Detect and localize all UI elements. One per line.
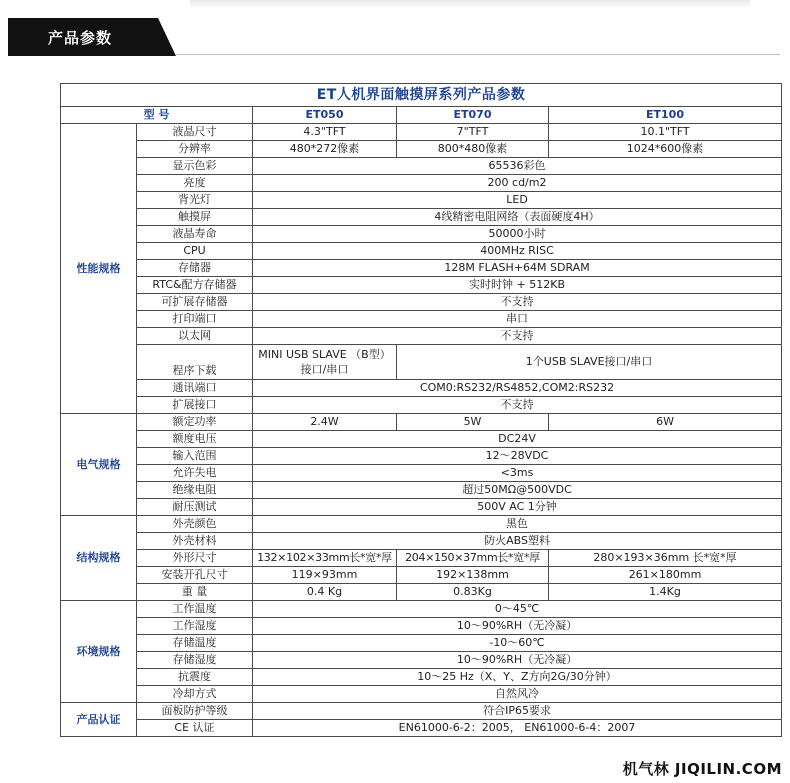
table-row <box>61 550 782 567</box>
cell-value: 0～45℃ <box>253 601 782 618</box>
section-header <box>8 18 176 56</box>
cell-value: 实时时钟 + 512KB <box>253 277 782 294</box>
site-watermark: 机气林 JIQILIN.COM <box>622 760 782 778</box>
table-row <box>61 277 782 294</box>
row-label: 液晶尺寸 <box>137 124 253 141</box>
cell-value: 119×93mm <box>253 567 397 584</box>
table-row <box>61 175 782 192</box>
row-label: 通讯端口 <box>137 380 253 397</box>
category-performance: 性能规格 <box>61 124 137 414</box>
table-row <box>61 260 782 277</box>
cell-value: 200 cd/m2 <box>253 175 782 192</box>
table-row <box>61 243 782 260</box>
table-row <box>61 397 782 414</box>
cell-value: 0.83Kg <box>397 584 549 601</box>
table-row <box>61 652 782 669</box>
cell-value: <3ms <box>253 465 782 482</box>
model-label: 型 号 <box>61 107 253 124</box>
cell-value: DC24V <box>253 431 782 448</box>
table-row <box>61 294 782 311</box>
cell-value: MINI USB SLAVE （B型）接口/串口 <box>253 345 397 380</box>
row-label: CPU <box>137 243 253 260</box>
cell-value: 5W <box>397 414 549 431</box>
row-label: 重 量 <box>137 584 253 601</box>
cell-value: LED <box>253 192 782 209</box>
section-title: 产品参数 <box>48 29 113 47</box>
row-label: 分辨率 <box>137 141 253 158</box>
cell-value: 不支持 <box>253 328 782 345</box>
row-label: 面板防护等级 <box>137 703 253 720</box>
table-row <box>61 720 782 737</box>
cell-value: 不支持 <box>253 294 782 311</box>
table-row <box>61 533 782 550</box>
cell-value: 符合IP65要求 <box>253 703 782 720</box>
category-structure: 结构规格 <box>61 516 137 601</box>
table-row <box>61 226 782 243</box>
table-row <box>61 448 782 465</box>
model-et050: ET050 <box>253 107 397 124</box>
row-label: 外形尺寸 <box>137 550 253 567</box>
cell-value: 防火ABS塑料 <box>253 533 782 550</box>
row-label: 存储器 <box>137 260 253 277</box>
table-row <box>61 158 782 175</box>
row-label: 冷却方式 <box>137 686 253 703</box>
cell-value: 1.4Kg <box>549 584 782 601</box>
table-title: ET人机界面触摸屏系列产品参数 <box>61 84 782 107</box>
table-row <box>61 192 782 209</box>
table-row <box>61 141 782 158</box>
spec-table <box>60 83 782 737</box>
table-row <box>61 584 782 601</box>
table-row <box>61 516 782 533</box>
table-row <box>61 465 782 482</box>
row-label: 外壳颜色 <box>137 516 253 533</box>
cell-value: 不支持 <box>253 397 782 414</box>
table-row <box>61 380 782 397</box>
cell-value: 0.4 Kg <box>253 584 397 601</box>
table-row <box>61 414 782 431</box>
cell-value: 1024*600像素 <box>549 141 782 158</box>
cell-value: 65536彩色 <box>253 158 782 175</box>
cell-value: 超过50MΩ@500VDC <box>253 482 782 499</box>
row-label: 触摸屏 <box>137 209 253 226</box>
cell-value: 480*272像素 <box>253 141 397 158</box>
row-label: 扩展接口 <box>137 397 253 414</box>
table-row <box>61 311 782 328</box>
cell-value: 1个USB SLAVE接口/串口 <box>397 345 782 380</box>
table-row <box>61 345 782 380</box>
row-label: 安装开孔尺寸 <box>137 567 253 584</box>
table-title-row <box>61 84 782 107</box>
cell-value: 6W <box>549 414 782 431</box>
cell-value: 10～25 Hz（X、Y、Z方向2G/30分钟） <box>253 669 782 686</box>
row-label: 绝缘电阻 <box>137 482 253 499</box>
cell-value: 280×193×36mm 长*宽*厚 <box>549 550 782 567</box>
table-row <box>61 669 782 686</box>
category-electrical: 电气规格 <box>61 414 137 516</box>
top-shadow <box>190 0 750 8</box>
row-label: CE 认证 <box>137 720 253 737</box>
cell-value: 自然风冷 <box>253 686 782 703</box>
row-label: 外壳材料 <box>137 533 253 550</box>
table-row <box>61 328 782 345</box>
category-certification: 产品认证 <box>61 703 137 737</box>
cell-value: 192×138mm <box>397 567 549 584</box>
cell-value: EN61000-6-2：2005， EN61000-6-4：2007 <box>253 720 782 737</box>
table-row <box>61 567 782 584</box>
table-row <box>61 431 782 448</box>
cell-value: COM0:RS232/RS4852,COM2:RS232 <box>253 380 782 397</box>
cell-value: 128M FLASH+64M SDRAM <box>253 260 782 277</box>
cell-value: 2.4W <box>253 414 397 431</box>
table-row <box>61 209 782 226</box>
model-et100: ET100 <box>549 107 782 124</box>
row-label: 背光灯 <box>137 192 253 209</box>
table-row <box>61 703 782 720</box>
row-label: RTC&配方存储器 <box>137 277 253 294</box>
cell-value: 132×102×33mm长*宽*厚 <box>253 550 397 567</box>
row-label: 输入范围 <box>137 448 253 465</box>
row-label: 工作湿度 <box>137 618 253 635</box>
cell-value: -10～60℃ <box>253 635 782 652</box>
header-divider <box>176 54 780 55</box>
row-label: 耐压测试 <box>137 499 253 516</box>
row-label: 允许失电 <box>137 465 253 482</box>
row-label: 显示色彩 <box>137 158 253 175</box>
cell-value: 10～90%RH（无冷凝） <box>253 652 782 669</box>
row-label: 亮度 <box>137 175 253 192</box>
model-row <box>61 107 782 124</box>
cell-value: 50000小时 <box>253 226 782 243</box>
cell-value: 261×180mm <box>549 567 782 584</box>
cell-value: 500V AC 1分钟 <box>253 499 782 516</box>
table-row <box>61 124 782 141</box>
table-row <box>61 686 782 703</box>
row-label: 液晶寿命 <box>137 226 253 243</box>
row-label: 额度电压 <box>137 431 253 448</box>
cell-value: 12～28VDC <box>253 448 782 465</box>
cell-value: 串口 <box>253 311 782 328</box>
table-row <box>61 635 782 652</box>
cell-value: 7"TFT <box>397 124 549 141</box>
row-label: 以太网 <box>137 328 253 345</box>
cell-value: 黑色 <box>253 516 782 533</box>
row-label: 打印端口 <box>137 311 253 328</box>
cell-value: 10～90%RH（无冷凝） <box>253 618 782 635</box>
category-environment: 环境规格 <box>61 601 137 703</box>
cell-value: 800*480像素 <box>397 141 549 158</box>
row-label: 额定功率 <box>137 414 253 431</box>
table-row <box>61 601 782 618</box>
row-label: 抗震度 <box>137 669 253 686</box>
cell-value: 10.1"TFT <box>549 124 782 141</box>
cell-value: 4.3"TFT <box>253 124 397 141</box>
cell-value: 400MHz RISC <box>253 243 782 260</box>
table-row <box>61 618 782 635</box>
cell-value: 4线精密电阻网络（表面硬度4H） <box>253 209 782 226</box>
row-label: 程序下载 <box>137 345 253 380</box>
row-label: 可扩展存储器 <box>137 294 253 311</box>
row-label: 存储湿度 <box>137 652 253 669</box>
row-label: 工作温度 <box>137 601 253 618</box>
table-row <box>61 482 782 499</box>
table-row <box>61 499 782 516</box>
model-et070: ET070 <box>397 107 549 124</box>
row-label: 存储温度 <box>137 635 253 652</box>
cell-value: 204×150×37mm长*宽*厚 <box>397 550 549 567</box>
